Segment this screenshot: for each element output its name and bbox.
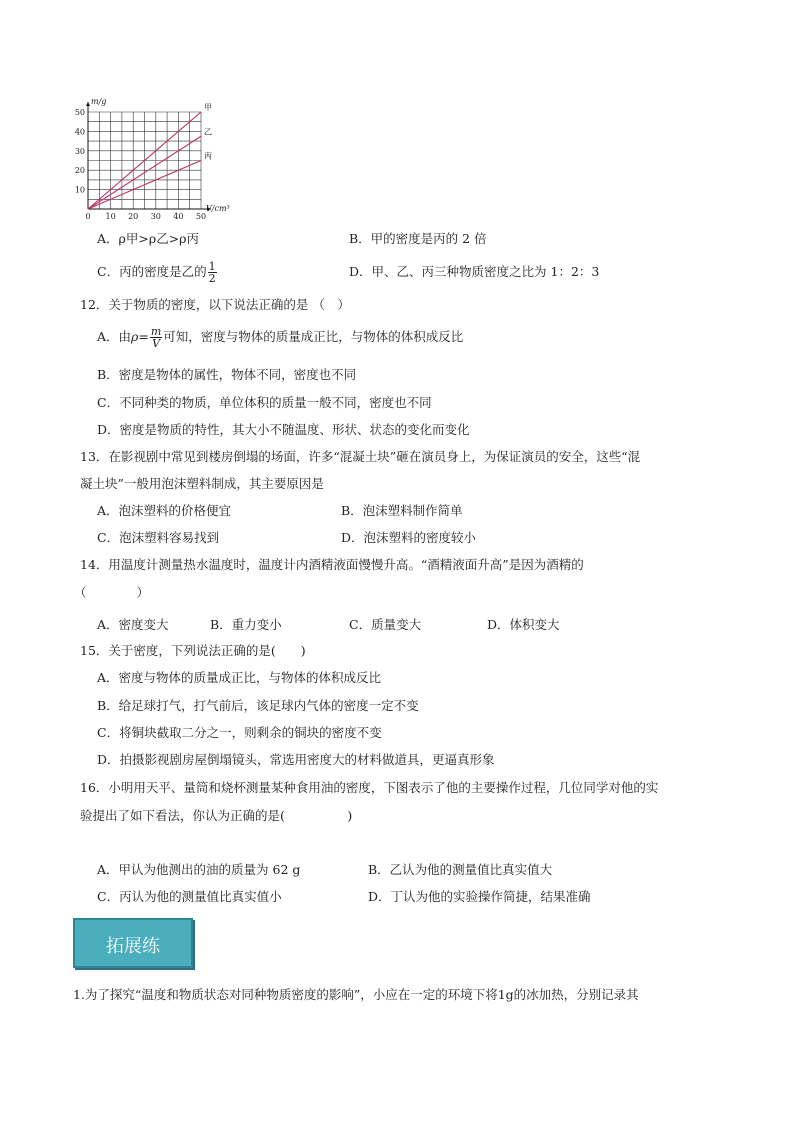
extension-section-title: 拓展练 xyxy=(106,936,160,957)
x-tick-label: 40 xyxy=(173,212,184,221)
x-axis-label: V/cm³ xyxy=(206,204,230,213)
q11-option-b: B．甲的密度是丙的 2 倍 xyxy=(349,231,487,246)
y-axis-arrow-icon xyxy=(86,102,90,106)
q12-option-a-suffix: 可知，密度与物体的质量成正比，与物体的体积成反比 xyxy=(163,329,464,344)
fraction-one-half xyxy=(208,261,217,284)
q15-option-b: B．给足球打气，打气前后，该足球内气体的密度一定不变 xyxy=(97,698,419,713)
q12-option-c: C．不同种类的物质，单位体积的质量一般不同，密度也不同 xyxy=(97,395,432,410)
extension-section-header xyxy=(73,918,193,968)
q12-stem: 12．关于物质的密度，以下说法正确的是 （ ） xyxy=(80,297,350,312)
q16-option-b: B．乙认为他的测量值比真实值大 xyxy=(368,862,553,877)
q14-option-d: D．体积变大 xyxy=(487,617,560,632)
chart-series xyxy=(88,103,212,209)
y-tick-label: 10 xyxy=(74,185,85,195)
series-label: 丙 xyxy=(204,151,212,161)
q14-stem-line1: 14．用温度计测量热水温度时，温度计内酒精液面慢慢升高。“酒精液面升高”是因为酒精的 xyxy=(80,557,584,572)
q11-option-d: D．甲、乙、丙三种物质密度之比为 1：2：3 xyxy=(349,264,600,279)
fraction-numerator: 1 xyxy=(208,260,216,273)
q13-option-d: D．泡沫塑料的密度较小 xyxy=(341,530,477,545)
fraction-denominator: 2 xyxy=(208,272,216,285)
q15-stem: 15．关于密度，下列说法正确的是( ) xyxy=(80,643,306,658)
q13-stem-line2: 凝土块”一般用泡沫塑料制成，其主要原因是 xyxy=(80,476,324,491)
q14-option-c: C．质量变大 xyxy=(349,617,422,632)
q12-option-b: B．密度是物体的属性，物体不同，密度也不同 xyxy=(97,367,357,382)
q16-stem-line1: 16．小明用天平、量筒和烧杯测量某种食用油的密度，下图表示了他的主要操作过程，几位同学对他的实 xyxy=(80,780,659,795)
fraction-denominator: V xyxy=(152,337,161,350)
q13-stem-line1: 13．在影视剧中常见到楼房倒塌的场面，许多“混凝土块”砸在演员身上，为保证演员的安全，这些“混 xyxy=(80,449,641,464)
fraction-numerator: m xyxy=(150,325,162,338)
q16-option-c: C．丙认为他的测量值比真实值小 xyxy=(97,889,282,904)
x-tick-label: 50 xyxy=(195,212,207,221)
y-axis-label: m/g xyxy=(91,97,107,106)
x-tick-label: 30 xyxy=(150,212,161,221)
q12-option-a-prefix: A．由 xyxy=(97,329,132,344)
q14-option-a: A．密度变大 xyxy=(97,617,169,632)
y-tick-label: 50 xyxy=(74,108,85,117)
q13-option-c: C．泡沫塑料容易找到 xyxy=(97,530,220,545)
density-mass-volume-chart xyxy=(64,92,244,224)
q16-stem-line2: 验提出了如下看法，你认为正确的是( ) xyxy=(80,808,353,823)
q13-option-b: B．泡沫塑料制作简单 xyxy=(341,503,463,518)
q16-option-d: D．丁认为他的实验操作简捷，结果准确 xyxy=(368,889,591,904)
rho-equals: ρ= xyxy=(131,329,149,344)
q11-option-c xyxy=(97,261,218,284)
y-tick-label: 40 xyxy=(74,127,85,137)
fraction-m-over-v xyxy=(150,326,162,349)
q15-option-c: C．将铜块截取二分之一，则剩余的铜块的密度不变 xyxy=(97,725,382,740)
y-tick-label: 20 xyxy=(74,166,85,176)
q14-option-b: B．重力变小 xyxy=(210,617,282,632)
q14-stem-line2: （ ） xyxy=(74,585,150,600)
q12-option-a xyxy=(97,326,463,349)
series-label: 甲 xyxy=(204,103,212,112)
q12-option-d: D．密度是物质的特性，其大小不随温度、形状、状态的变化而变化 xyxy=(97,422,470,437)
q11-option-c-text: C．丙的密度是乙的 xyxy=(97,264,207,279)
extension-q1-stem: 1.为了探究“温度和物质状态对同种物质密度的影响”，小应在一定的环境下将1g的冰加热，分别记录其 xyxy=(73,987,639,1002)
q13-option-a: A．泡沫塑料的价格便宜 xyxy=(97,503,232,518)
x-tick-label: 0 xyxy=(85,212,91,221)
x-tick-label: 20 xyxy=(128,212,139,221)
q15-option-d: D．拍摄影视剧房屋倒塌镜头，常选用密度大的材料做道具，更逼真形象 xyxy=(97,752,495,767)
q11-option-a: A．ρ甲>ρ乙>ρ丙 xyxy=(97,231,200,246)
series-label: 乙 xyxy=(204,127,212,137)
q16-option-a: A．甲认为他测出的油的质量为 62 g xyxy=(97,862,301,877)
x-tick-label: 10 xyxy=(105,212,116,221)
y-tick-label: 30 xyxy=(74,146,85,156)
q15-option-a: A．密度与物体的质量成正比，与物体的体积成反比 xyxy=(97,670,382,685)
